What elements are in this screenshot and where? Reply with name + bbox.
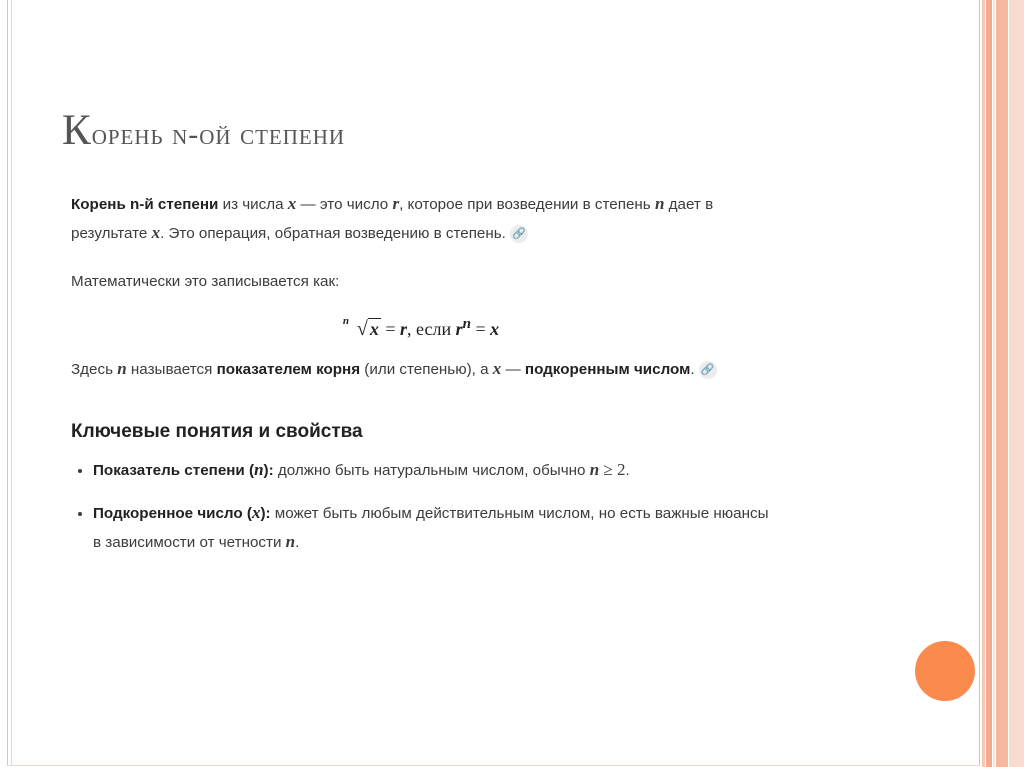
title-rest: орень n-ой степени — [91, 118, 346, 151]
text: , если — [407, 319, 456, 339]
section-heading: Ключевые понятия и свойства — [71, 421, 363, 442]
math-var: n — [589, 460, 600, 479]
math-var: x — [287, 194, 297, 213]
radicand: x — [369, 319, 379, 339]
radical — [343, 315, 381, 343]
text: (или степенью), а — [360, 361, 493, 378]
math-text: ≥ 2 — [599, 460, 626, 479]
slide-content — [71, 190, 771, 571]
math-var: x — [490, 319, 500, 339]
properties-list — [71, 456, 771, 557]
root-index: n — [342, 315, 350, 327]
definition-term: Корень n-й степени — [71, 196, 219, 213]
math-var: n — [117, 359, 127, 378]
exponent: n — [462, 316, 471, 332]
decor-stripe — [982, 0, 985, 767]
decor-stripe — [993, 0, 995, 767]
text: — это число — [296, 196, 393, 213]
definition-paragraph — [71, 190, 771, 248]
math-var: r — [400, 319, 408, 339]
explanation-paragraph — [71, 355, 771, 384]
bold-term: подкоренным числом — [524, 361, 691, 378]
list-item — [93, 499, 771, 557]
link-icon[interactable]: 🔗 — [510, 225, 528, 243]
decor-orange-circle — [915, 641, 975, 701]
text: . — [690, 361, 695, 378]
math-var: x — [151, 223, 161, 242]
text: — — [501, 361, 525, 378]
list-item — [93, 456, 771, 485]
decor-stripe — [986, 0, 992, 767]
text: называется — [126, 361, 217, 378]
text: = — [380, 319, 401, 339]
text: может быть любым действительным числом, но есть важные нюансы в зависимости от четности — [93, 505, 769, 551]
text: из числа — [218, 196, 288, 213]
bold-term: Подкоренное число ( — [93, 505, 252, 522]
math-var: r — [392, 194, 400, 213]
math-var: x — [492, 359, 502, 378]
math-var: x — [251, 503, 261, 522]
math-var: n — [654, 194, 665, 213]
link-icon[interactable]: 🔗 — [699, 361, 717, 379]
math-lead: Математически это записывается как: — [71, 273, 340, 290]
math-var: r — [455, 319, 463, 339]
text: дает в результате — [71, 196, 714, 242]
bold-term: показателем корня — [216, 361, 361, 378]
decor-stripe — [1009, 0, 1024, 767]
math-var: n — [254, 460, 264, 479]
text: должно быть натуральным числом, обычно — [273, 462, 590, 479]
bold-term: ): — [263, 462, 274, 479]
text: . Это операция, обратная возведению в степень. — [160, 225, 506, 242]
math-var: n — [285, 532, 296, 551]
text: = — [470, 319, 491, 339]
text: , которое при возведении в степень — [399, 196, 655, 213]
text: . — [625, 462, 630, 479]
decor-stripe — [996, 0, 1008, 767]
bold-term: ): — [260, 505, 271, 522]
title-initial: К — [62, 107, 92, 154]
text: . — [295, 534, 300, 551]
radical-sign: √ — [356, 318, 368, 340]
text: Здесь — [71, 361, 118, 378]
bold-term: Показатель степени ( — [93, 462, 255, 479]
slide-title — [62, 106, 345, 155]
root-formula — [71, 310, 771, 343]
